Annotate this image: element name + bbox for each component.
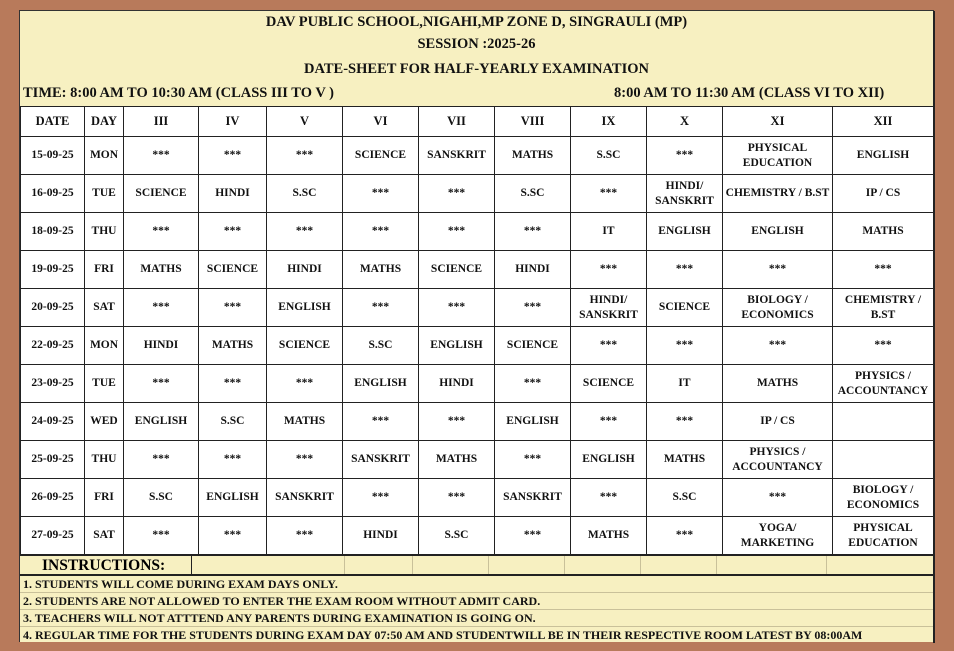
subject-cell: MATHS xyxy=(647,441,723,479)
subject-cell: SANSKRIT xyxy=(419,137,495,175)
subject-cell: *** xyxy=(343,479,419,517)
subject-cell: *** xyxy=(419,289,495,327)
table-row xyxy=(21,517,934,555)
subject-cell: *** xyxy=(647,403,723,441)
subject-cell: HINDI/ SANSKRIT xyxy=(571,289,647,327)
exam-day: TUE xyxy=(85,175,124,213)
exam-day: MON xyxy=(85,137,124,175)
subject-cell xyxy=(833,403,934,441)
subject-cell: MATHS xyxy=(343,251,419,289)
exam-date: 19-09-25 xyxy=(21,251,85,289)
exam-date: 23-09-25 xyxy=(21,365,85,403)
exam-day: SAT xyxy=(85,289,124,327)
subject-cell: IT xyxy=(571,213,647,251)
col-header-class: IX xyxy=(571,107,647,137)
subject-cell: *** xyxy=(647,327,723,365)
subject-cell: *** xyxy=(419,175,495,213)
instructions-list xyxy=(20,576,933,642)
exam-date: 26-09-25 xyxy=(21,479,85,517)
school-name: DAV PUBLIC SCHOOL,NIGAHI,MP ZONE D, SINGRAULI (MP) xyxy=(20,11,933,33)
subject-cell: *** xyxy=(571,479,647,517)
subject-cell: S.SC xyxy=(571,137,647,175)
exam-date: 24-09-25 xyxy=(21,403,85,441)
subject-cell: *** xyxy=(199,137,267,175)
subject-cell: S.SC xyxy=(343,327,419,365)
exam-date: 16-09-25 xyxy=(21,175,85,213)
subject-cell: ENGLISH xyxy=(647,213,723,251)
instruction-item: 3. TEACHERS WILL NOT ATTTEND ANY PARENTS DURING EXAMINATION IS GOING ON. xyxy=(23,611,536,625)
subject-cell: MATHS xyxy=(833,213,934,251)
subject-cell: MATHS xyxy=(124,251,199,289)
exam-day: THU xyxy=(85,213,124,251)
col-header-class: VIII xyxy=(495,107,571,137)
table-body xyxy=(21,137,934,555)
subject-cell: PHYSICAL EDUCATION xyxy=(723,137,833,175)
col-header-class: V xyxy=(267,107,343,137)
subject-cell: *** xyxy=(199,517,267,555)
subject-cell: MATHS xyxy=(267,403,343,441)
instructions-header xyxy=(20,554,933,576)
subject-cell: S.SC xyxy=(124,479,199,517)
subject-cell: *** xyxy=(124,517,199,555)
table-row xyxy=(21,479,934,517)
col-header-class: X xyxy=(647,107,723,137)
subject-cell: *** xyxy=(343,213,419,251)
subject-cell: *** xyxy=(199,365,267,403)
exam-date: 22-09-25 xyxy=(21,327,85,365)
subject-cell: *** xyxy=(571,175,647,213)
subject-cell: *** xyxy=(571,403,647,441)
subject-cell: S.SC xyxy=(199,403,267,441)
subject-cell: SCIENCE xyxy=(199,251,267,289)
subject-cell: *** xyxy=(199,213,267,251)
subject-cell: *** xyxy=(199,441,267,479)
subject-cell: MATHS xyxy=(419,441,495,479)
col-header-class: XII xyxy=(833,107,934,137)
subject-cell: SCIENCE xyxy=(419,251,495,289)
exam-day: FRI xyxy=(85,251,124,289)
exam-day: MON xyxy=(85,327,124,365)
time-row xyxy=(20,80,933,106)
instruction-item: 2. STUDENTS ARE NOT ALLOWED TO ENTER THE EXAM ROOM WITHOUT ADMIT CARD. xyxy=(23,594,541,608)
table-row xyxy=(21,175,934,213)
subject-cell: ENGLISH xyxy=(723,213,833,251)
instruction-item: 1. STUDENTS WILL COME DURING EXAM DAYS ONLY. xyxy=(23,577,338,591)
exam-day: TUE xyxy=(85,365,124,403)
instructions-title: INSTRUCTIONS: xyxy=(42,557,166,574)
subject-cell: *** xyxy=(124,137,199,175)
time-senior: 8:00 AM TO 11:30 AM (CLASS VI TO XII) xyxy=(614,85,885,101)
exam-table xyxy=(20,106,934,555)
date-sheet xyxy=(19,10,934,642)
subject-cell: SANSKRIT xyxy=(495,479,571,517)
exam-day: WED xyxy=(85,403,124,441)
subject-cell: S.SC xyxy=(495,175,571,213)
subject-cell: HINDI xyxy=(124,327,199,365)
subject-cell: *** xyxy=(495,441,571,479)
col-header-day: DAY xyxy=(85,107,124,137)
table-row xyxy=(21,403,934,441)
subject-cell: HINDI xyxy=(267,251,343,289)
subject-cell: ENGLISH xyxy=(495,403,571,441)
exam-day: FRI xyxy=(85,479,124,517)
subject-cell: MATHS xyxy=(571,517,647,555)
subject-cell: *** xyxy=(267,213,343,251)
subject-cell: ENGLISH xyxy=(419,327,495,365)
col-header-class: XI xyxy=(723,107,833,137)
subject-cell: *** xyxy=(343,175,419,213)
subject-cell: SANSKRIT xyxy=(267,479,343,517)
subject-cell xyxy=(833,441,934,479)
subject-cell: *** xyxy=(833,251,934,289)
subject-cell: HINDI xyxy=(419,365,495,403)
subject-cell: *** xyxy=(343,289,419,327)
subject-cell: *** xyxy=(495,289,571,327)
subject-cell: MATHS xyxy=(495,137,571,175)
col-header-class: III xyxy=(124,107,199,137)
exam-day: THU xyxy=(85,441,124,479)
subject-cell: BIOLOGY / ECONOMICS xyxy=(833,479,934,517)
subject-cell: ENGLISH xyxy=(124,403,199,441)
subject-cell: *** xyxy=(124,213,199,251)
table-row xyxy=(21,365,934,403)
subject-cell: *** xyxy=(647,517,723,555)
subject-cell: IP / CS xyxy=(833,175,934,213)
subject-cell: *** xyxy=(419,403,495,441)
subject-cell: *** xyxy=(419,213,495,251)
subject-cell: *** xyxy=(124,289,199,327)
subject-cell: CHEMISTRY / B.ST xyxy=(723,175,833,213)
subject-cell: *** xyxy=(343,403,419,441)
subject-cell: SANSKRIT xyxy=(343,441,419,479)
subject-cell: S.SC xyxy=(419,517,495,555)
instruction-item: 4. REGULAR TIME FOR THE STUDENTS DURING EXAM DAY 07:50 AM AND STUDENTWILL BE IN THEIR RESPECTIVE ROOM LATEST BY 08:00AM xyxy=(23,628,863,642)
subject-cell: PHYSICAL EDUCATION xyxy=(833,517,934,555)
exam-date: 25-09-25 xyxy=(21,441,85,479)
subject-cell: CHEMISTRY / B.ST xyxy=(833,289,934,327)
subject-cell: SCIENCE xyxy=(647,289,723,327)
exam-date: 15-09-25 xyxy=(21,137,85,175)
subject-cell: *** xyxy=(199,289,267,327)
subject-cell: ENGLISH xyxy=(343,365,419,403)
subject-cell: *** xyxy=(723,327,833,365)
table-row xyxy=(21,441,934,479)
subject-cell: *** xyxy=(833,327,934,365)
subject-cell: *** xyxy=(723,479,833,517)
subject-cell: ENGLISH xyxy=(199,479,267,517)
subject-cell: HINDI xyxy=(343,517,419,555)
subject-cell: *** xyxy=(124,365,199,403)
table-row xyxy=(21,327,934,365)
subject-cell: PHYSICS / ACCOUNTANCY xyxy=(833,365,934,403)
exam-date: 18-09-25 xyxy=(21,213,85,251)
subject-cell: IT xyxy=(647,365,723,403)
subject-cell: S.SC xyxy=(267,175,343,213)
subject-cell: MATHS xyxy=(723,365,833,403)
subject-cell: ENGLISH xyxy=(833,137,934,175)
subject-cell: *** xyxy=(267,441,343,479)
sheet-title: DATE-SHEET FOR HALF-YEARLY EXAMINATION xyxy=(20,56,933,80)
subject-cell: PHYSICS / ACCOUNTANCY xyxy=(723,441,833,479)
subject-cell: ENGLISH xyxy=(267,289,343,327)
table-row xyxy=(21,251,934,289)
subject-cell: *** xyxy=(495,365,571,403)
subject-cell: YOGA/ MARKETING xyxy=(723,517,833,555)
subject-cell: SCIENCE xyxy=(124,175,199,213)
table-row xyxy=(21,289,934,327)
subject-cell: MATHS xyxy=(199,327,267,365)
subject-cell: *** xyxy=(419,479,495,517)
session-label: SESSION :2025-26 xyxy=(20,33,933,56)
time-junior: TIME: 8:00 AM TO 10:30 AM (CLASS III TO V ) xyxy=(23,85,334,101)
col-header-class: VI xyxy=(343,107,419,137)
subject-cell: *** xyxy=(267,137,343,175)
subject-cell: HINDI/ SANSKRIT xyxy=(647,175,723,213)
subject-cell: SCIENCE xyxy=(267,327,343,365)
subject-cell: SCIENCE xyxy=(495,327,571,365)
subject-cell: SCIENCE xyxy=(343,137,419,175)
subject-cell: *** xyxy=(571,251,647,289)
table-header-row xyxy=(21,107,934,137)
subject-cell: *** xyxy=(723,251,833,289)
subject-cell: SCIENCE xyxy=(571,365,647,403)
subject-cell: *** xyxy=(495,517,571,555)
subject-cell: HINDI xyxy=(199,175,267,213)
col-header-date: DATE xyxy=(21,107,85,137)
subject-cell: *** xyxy=(124,441,199,479)
exam-day: SAT xyxy=(85,517,124,555)
exam-date: 20-09-25 xyxy=(21,289,85,327)
col-header-class: VII xyxy=(419,107,495,137)
subject-cell: *** xyxy=(267,517,343,555)
subject-cell: *** xyxy=(267,365,343,403)
subject-cell: HINDI xyxy=(495,251,571,289)
subject-cell: IP / CS xyxy=(723,403,833,441)
table-row xyxy=(21,213,934,251)
subject-cell: *** xyxy=(647,137,723,175)
subject-cell: *** xyxy=(495,213,571,251)
subject-cell: *** xyxy=(647,251,723,289)
table-row xyxy=(21,137,934,175)
exam-date: 27-09-25 xyxy=(21,517,85,555)
subject-cell: *** xyxy=(571,327,647,365)
subject-cell: BIOLOGY / ECONOMICS xyxy=(723,289,833,327)
col-header-class: IV xyxy=(199,107,267,137)
subject-cell: S.SC xyxy=(647,479,723,517)
subject-cell: ENGLISH xyxy=(571,441,647,479)
